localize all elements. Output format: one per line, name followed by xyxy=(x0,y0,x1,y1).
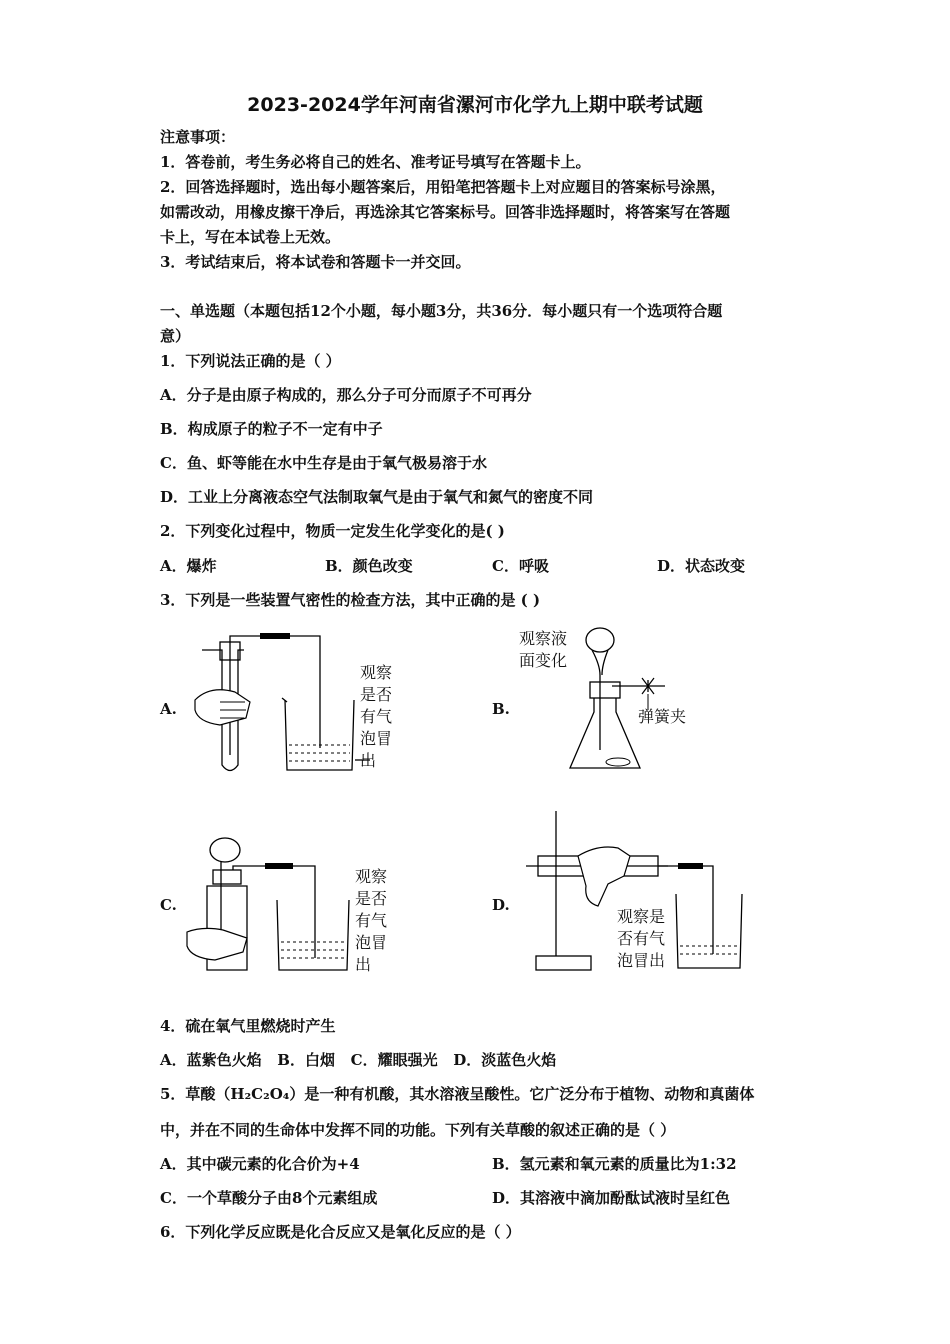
fig-c-text-4: 泡冒 xyxy=(355,933,388,952)
q1-option-d: D．工业上分离液态空气法制取氧气是由于氧气和氮气的密度不同 xyxy=(160,488,594,506)
fig-b-text-2: 面变化 xyxy=(519,651,568,670)
fig-a-text-5: 出 xyxy=(360,751,377,770)
fig-a-text-1: 观察 xyxy=(360,663,393,682)
q3-label-c: C. xyxy=(160,896,177,914)
q2-option-d: D．状态改变 xyxy=(657,557,746,575)
fig-a-text-2: 是否 xyxy=(360,685,393,704)
q5-option-d: D．其溶液中滴加酚酞试液时呈红色 xyxy=(492,1189,731,1207)
q1-stem: 1．下列说法正确的是（ ） xyxy=(160,352,341,370)
fig-d-text-3: 泡冒出 xyxy=(617,951,666,970)
q5-option-a: A．其中碳元素的化合价为+4 xyxy=(160,1155,360,1173)
fig-a-text-3: 有气 xyxy=(360,707,393,726)
q3-label-b: B. xyxy=(492,700,510,718)
q3-stem: 3．下列是一些装置气密性的检查方法，其中正确的是 ( ) xyxy=(160,591,541,609)
q5-stem-line-2: 中，并在不同的生命体中发挥不同的功能。下列有关草酸的叙述正确的是（ ） xyxy=(160,1121,676,1139)
q2-option-b: B．颜色改变 xyxy=(325,557,413,575)
q3-label-a: A. xyxy=(160,700,177,718)
fig-c-text-5: 出 xyxy=(355,955,372,974)
fig-c-text-3: 有气 xyxy=(355,911,388,930)
q1-option-c: C．鱼、虾等能在水中生存是由于氧气极易溶于水 xyxy=(160,454,487,472)
q4-stem: 4．硫在氧气里燃烧时产生 xyxy=(160,1017,336,1035)
fig-a-text-4: 泡冒 xyxy=(360,729,393,748)
notice-line-2b: 如需改动，用橡皮擦干净后，再选涂其它答案标号。回答非选择题时，将答案写在答题 xyxy=(160,203,731,221)
exam-title: 2023-2024学年河南省漯河市化学九上期中联考试题 xyxy=(247,94,703,116)
notice-line-3: 3．考试结束后，将本试卷和答题卡一并交回。 xyxy=(160,253,471,271)
fig-c-text-1: 观察 xyxy=(355,867,388,886)
fig-b-clamp-label: 弹簧夹 xyxy=(638,707,687,726)
q1-option-b: B．构成原子的粒子不一定有中子 xyxy=(160,420,383,438)
q5-option-c: C．一个草酸分子由8个元素组成 xyxy=(160,1189,378,1207)
notice-heading: 注意事项： xyxy=(160,128,236,146)
q3-label-d: D. xyxy=(492,896,510,914)
section-heading: 一、单选题（本题包括12个小题，每小题3分，共36分．每小题只有一个选项符合题 xyxy=(160,302,723,320)
fig-c-text-2: 是否 xyxy=(355,889,388,908)
fig-d-text-2: 否有气 xyxy=(617,929,666,948)
notice-line-2a: 2．回答选择题时，选出每小题答案后，用铅笔把答题卡上对应题目的答案标号涂黑， xyxy=(160,178,726,196)
q5-option-b: B．氢元素和氧元素的质量比为1:32 xyxy=(492,1155,737,1173)
section-heading-cont: 意） xyxy=(160,327,191,345)
fig-b-text-1: 观察液 xyxy=(519,629,568,648)
q1-option-a: A．分子是由原子构成的，那么分子可分而原子不可再分 xyxy=(160,386,532,404)
q2-option-a: A．爆炸 xyxy=(160,557,217,575)
notice-line-1: 1．答卷前，考生务必将自己的姓名、准考证号填写在答题卡上。 xyxy=(160,153,591,171)
q5-stem-line-1: 5．草酸（H₂C₂O₄）是一种有机酸，其水溶液呈酸性。它广泛分布于植物、动物和真菌体 xyxy=(160,1085,755,1103)
q2-stem: 2．下列变化过程中，物质一定发生化学变化的是( ) xyxy=(160,522,505,540)
figure-c-bottle-apparatus xyxy=(185,830,355,980)
fig-d-text-1: 观察是 xyxy=(617,907,666,926)
q4-options: A．蓝紫色火焰 B．白烟 C．耀眼强光 D．淡蓝色火焰 xyxy=(160,1051,557,1069)
notice-line-2c: 卡上，写在本试卷上无效。 xyxy=(160,228,341,246)
q6-stem: 6．下列化学反应既是化合反应又是氧化反应的是（ ） xyxy=(160,1223,521,1241)
q2-option-c: C．呼吸 xyxy=(492,557,549,575)
